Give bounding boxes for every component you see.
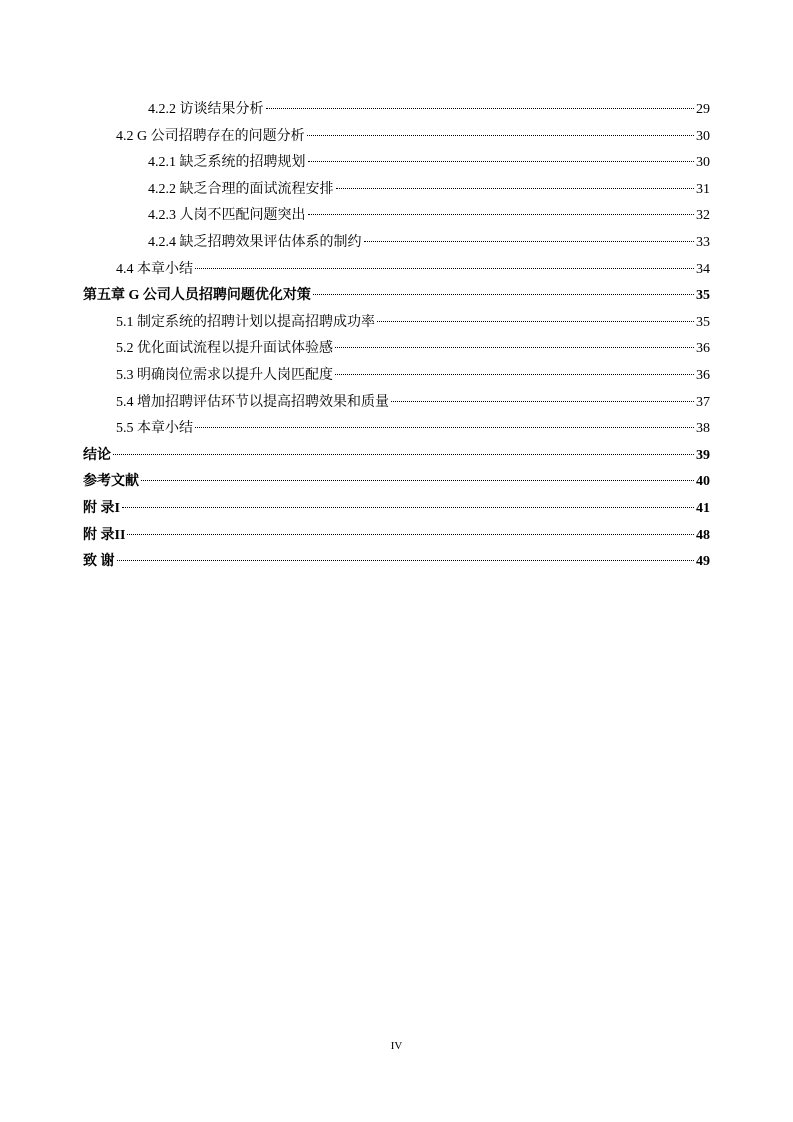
toc-entry-title: 4.2.1 缺乏系统的招聘规划 xyxy=(148,155,306,171)
toc-dot-leader xyxy=(364,241,695,242)
toc-entry-page: 35 xyxy=(696,314,710,330)
toc-entry-page: 32 xyxy=(696,208,710,224)
table-of-contents xyxy=(83,97,710,576)
toc-entry-page: 29 xyxy=(696,102,710,117)
toc-entry-page: 36 xyxy=(696,341,710,357)
toc-entry xyxy=(83,124,710,151)
toc-entry xyxy=(83,310,710,337)
page-number: IV xyxy=(390,1040,403,1052)
toc-entry-page: 33 xyxy=(696,234,710,250)
toc-chapter-entry xyxy=(83,496,710,523)
toc-dot-leader xyxy=(195,427,694,428)
toc-chapter-entry xyxy=(83,469,710,496)
toc-entry-title: 致 谢 xyxy=(83,554,115,570)
toc-entry-page: 30 xyxy=(696,155,710,171)
toc-entry-page: 31 xyxy=(696,181,710,197)
toc-entry xyxy=(83,150,710,177)
toc-dot-leader xyxy=(307,135,694,136)
toc-entry-page: 49 xyxy=(696,554,710,570)
toc-dot-leader xyxy=(335,347,694,348)
toc-entry-title: 附 录I xyxy=(83,500,120,516)
toc-entry-title: 4.2.4 缺乏招聘效果评估体系的制约 xyxy=(148,234,362,250)
toc-entry xyxy=(83,97,710,124)
toc-entry xyxy=(83,363,710,390)
toc-entry-title: 5.3 明确岗位需求以提升人岗匹配度 xyxy=(116,367,333,383)
toc-entry-title: 4.4 本章小结 xyxy=(116,261,193,277)
toc-entry-title: 4.2.3 人岗不匹配问题突出 xyxy=(148,208,306,224)
toc-entry-page: 41 xyxy=(696,500,710,516)
toc-entry-page: 40 xyxy=(696,474,710,490)
toc-entry-title: 第五章 G 公司人员招聘问题优化对策 xyxy=(83,288,311,304)
toc-entry-page: 48 xyxy=(696,527,710,543)
toc-dot-leader xyxy=(335,374,694,375)
toc-entry xyxy=(83,390,710,417)
toc-entry-title: 4.2 G 公司招聘存在的问题分析 xyxy=(116,128,305,144)
toc-dot-leader xyxy=(308,214,695,215)
toc-entry-page: 39 xyxy=(696,447,710,463)
toc-entry-title: 5.5 本章小结 xyxy=(116,421,193,437)
toc-chapter-entry xyxy=(83,443,710,470)
toc-entry-title: 4.2.2 访谈结果分析 xyxy=(148,102,264,117)
toc-dot-leader xyxy=(308,161,695,162)
toc-entry-title: 5.1 制定系统的招聘计划以提高招聘成功率 xyxy=(116,314,375,330)
toc-dot-leader xyxy=(195,268,694,269)
toc-dot-leader xyxy=(122,507,694,508)
toc-entry-title: 5.2 优化面试流程以提升面试体验感 xyxy=(116,341,333,357)
toc-dot-leader xyxy=(127,534,694,535)
toc-entry xyxy=(83,416,710,443)
toc-dot-leader xyxy=(117,560,695,561)
toc-entry-page: 34 xyxy=(696,261,710,277)
toc-dot-leader xyxy=(266,108,695,109)
toc-entry xyxy=(83,203,710,230)
toc-entry-page: 37 xyxy=(696,394,710,410)
toc-entry xyxy=(83,230,710,257)
toc-chapter-entry xyxy=(83,549,710,576)
toc-dot-leader xyxy=(377,321,694,322)
toc-dot-leader xyxy=(336,188,695,189)
toc-entry-title: 结论 xyxy=(83,447,111,463)
toc-entry-page: 35 xyxy=(696,288,710,304)
toc-entry-page: 38 xyxy=(696,421,710,437)
toc-dot-leader xyxy=(141,480,694,481)
toc-entry-title: 参考文献 xyxy=(83,474,139,490)
toc-entry-title: 附 录II xyxy=(83,527,126,543)
toc-entry xyxy=(83,177,710,204)
toc-dot-leader xyxy=(391,401,694,402)
toc-chapter-entry xyxy=(83,283,710,310)
toc-entry-title: 4.2.2 缺乏合理的面试流程安排 xyxy=(148,181,334,197)
toc-dot-leader xyxy=(113,454,694,455)
toc-chapter-entry xyxy=(83,523,710,550)
toc-entry xyxy=(83,336,710,363)
toc-entry-page: 30 xyxy=(696,128,710,144)
toc-entry-page: 36 xyxy=(696,367,710,383)
toc-dot-leader xyxy=(313,294,694,295)
toc-entry-title: 5.4 增加招聘评估环节以提高招聘效果和质量 xyxy=(116,394,389,410)
toc-entry xyxy=(83,257,710,284)
